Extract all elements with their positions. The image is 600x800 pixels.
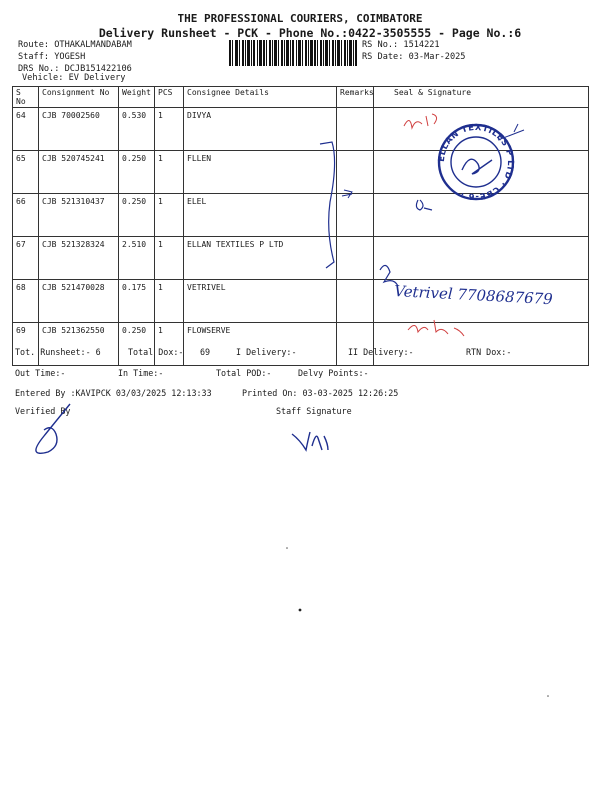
- cell-sno: 69: [13, 323, 39, 366]
- route: Route: OTHAKALMANDABAM: [18, 40, 132, 50]
- cell-consignment: CJB 520745241: [39, 151, 119, 194]
- runsheet-subtitle: Delivery Runsheet - PCK - Phone No.:0422-3505555 - Page No.:6: [98, 26, 522, 40]
- cell-sno: 67: [13, 237, 39, 280]
- cell-sno: 66: [13, 194, 39, 237]
- vehicle: Vehicle: EV Delivery: [22, 73, 126, 83]
- table-row: [13, 323, 589, 366]
- cell-pcs: 1: [155, 108, 184, 151]
- cell-remarks: [337, 194, 374, 237]
- staff-signature: [292, 432, 328, 450]
- printed-on: Printed On: 03-03-2025 12:26:25: [242, 388, 399, 398]
- table-row: [13, 151, 589, 194]
- barcode-image: [229, 40, 357, 66]
- rtn-dox: RTN Dox:-: [466, 347, 512, 357]
- cell-sno: 68: [13, 280, 39, 323]
- table-row: [13, 108, 589, 151]
- column-header: S No: [13, 87, 39, 108]
- rs-number: RS No.: 1514221: [362, 40, 440, 50]
- rs-date: RS Date: 03-Mar-2025: [362, 52, 466, 62]
- cell-consignment: CJB 521310437: [39, 194, 119, 237]
- staff: Staff: YOGESH: [18, 52, 86, 62]
- cell-consignment: CJB 70002560: [39, 108, 119, 151]
- cell-signature: [374, 323, 589, 366]
- ii-delivery: II Delivery:-: [348, 347, 414, 357]
- total-dox-label: Total Dox:-: [128, 347, 184, 357]
- cell-sno: 65: [13, 151, 39, 194]
- cell-consignment: CJB 521362550: [39, 323, 119, 366]
- cell-remarks: [337, 108, 374, 151]
- cell-signature: [374, 280, 589, 323]
- cell-weight: 0.250: [119, 151, 155, 194]
- cell-consignee: ELLAN TEXTILES P LTD: [184, 237, 337, 280]
- stamp-text: ELLAN TEXTILES P LTD · CBE-6 ·: [436, 122, 516, 202]
- cell-pcs: 1: [155, 151, 184, 194]
- out-time: Out Time:-: [15, 368, 66, 378]
- cell-pcs: 1: [155, 280, 184, 323]
- cell-consignee: VETRIVEL: [184, 280, 337, 323]
- cell-weight: 0.530: [119, 108, 155, 151]
- cell-pcs: 1: [155, 237, 184, 280]
- column-header: Seal & Signature: [374, 87, 589, 108]
- cell-consignee: FLOWSERVE: [184, 323, 337, 366]
- drs-number: DRS No.: DCJB151422106: [18, 64, 132, 74]
- cell-pcs: 1: [155, 323, 184, 366]
- cell-weight: 0.250: [119, 194, 155, 237]
- cell-consignment: CJB 521328324: [39, 237, 119, 280]
- table-row: [13, 280, 589, 323]
- cell-remarks: [337, 237, 374, 280]
- cell-consignee: ELEL: [184, 194, 337, 237]
- total-dox-value: 69: [200, 347, 211, 357]
- cell-pcs: 1: [155, 194, 184, 237]
- column-header: Consignment No: [39, 87, 119, 108]
- cell-consignee: DIVYA: [184, 108, 337, 151]
- handwritten-name-phone: Vetrivel 7708687679: [393, 282, 554, 309]
- cell-weight: 2.510: [119, 237, 155, 280]
- table-header-row: [13, 87, 589, 108]
- company-title: THE PROFESSIONAL COURIERS, COIMBATORE: [177, 12, 423, 25]
- staff-signature-label: Staff Signature: [276, 406, 352, 416]
- cell-consignee: FLLEN: [184, 151, 337, 194]
- cell-consignment: CJB 521470028: [39, 280, 119, 323]
- cell-signature: [374, 237, 589, 280]
- table-row: [13, 194, 589, 237]
- cell-signature: [374, 108, 589, 151]
- cell-weight: 0.250: [119, 323, 155, 366]
- cell-remarks: [337, 280, 374, 323]
- in-time: In Time:-: [118, 368, 164, 378]
- tot-runsheet: Tot. Runsheet:- 6: [15, 347, 101, 357]
- total-pod: Total POD:-: [216, 368, 272, 378]
- cell-remarks: [337, 323, 374, 366]
- i-delivery: I Delivery:-: [236, 347, 297, 357]
- column-header: PCS: [155, 87, 184, 108]
- verified-by-label: Verified By: [15, 406, 71, 416]
- cell-remarks: [337, 151, 374, 194]
- cell-signature: [374, 194, 589, 237]
- column-header: Consignee Details: [184, 87, 337, 108]
- column-header: Weight: [119, 87, 155, 108]
- cell-signature: [374, 151, 589, 194]
- cell-weight: 0.175: [119, 280, 155, 323]
- delvy-points: Delvy Points:-: [298, 368, 369, 378]
- entered-by: Entered By :KAVIPCK 03/03/2025 12:13:33: [15, 388, 212, 398]
- cell-sno: 64: [13, 108, 39, 151]
- column-header: Remarks: [337, 87, 374, 108]
- runsheet-table: [12, 86, 589, 366]
- table-row: [13, 237, 589, 280]
